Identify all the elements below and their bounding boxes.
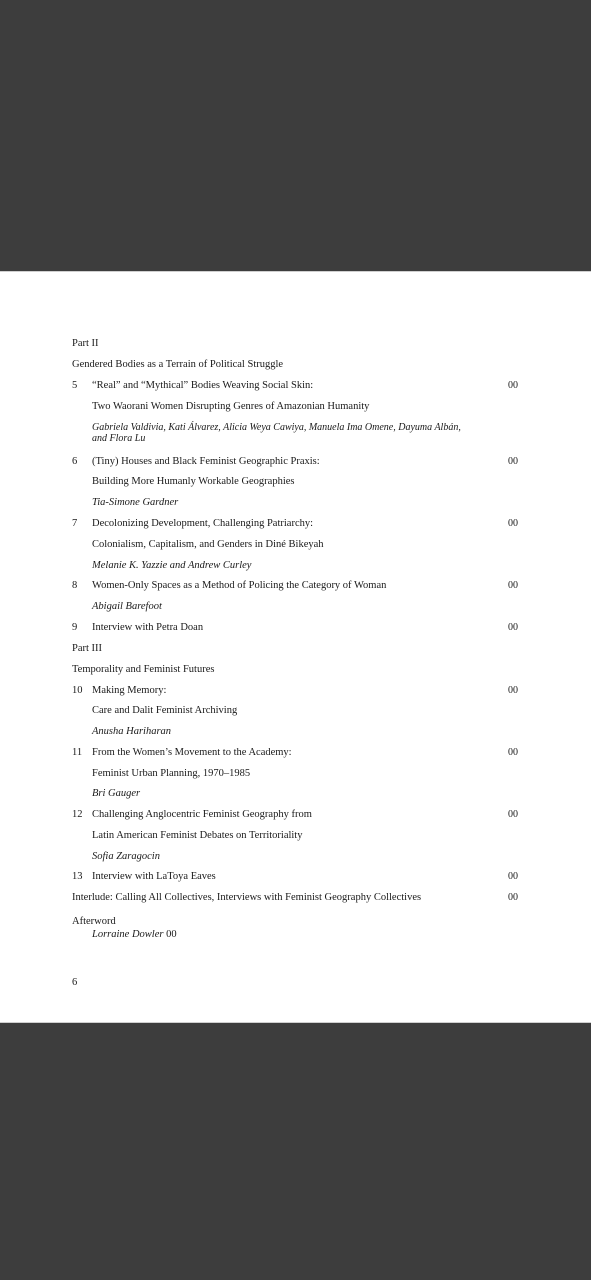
chapter-subtitle: Latin American Feminist Debates on Territoriality bbox=[92, 830, 303, 841]
chapter-title: (Tiny) Houses and Black Feminist Geographic Praxis: bbox=[92, 456, 320, 467]
afterword-authors: Lorraine Dowler bbox=[92, 929, 164, 940]
chapter-number: 11 bbox=[72, 747, 83, 758]
chapter-subtitle: Colonialism, Capitalism, and Genders in Diné Bikeyah bbox=[92, 539, 324, 550]
chapter-number: 12 bbox=[72, 809, 83, 820]
page-ref: 00 bbox=[508, 456, 518, 467]
chapter-title: Interview with Petra Doan bbox=[92, 622, 204, 633]
chapter-title: Making Memory: bbox=[92, 685, 167, 696]
chapter-title: Decolonizing Development, Challenging Patriarchy: bbox=[92, 518, 314, 529]
afterword-title: Afterword bbox=[72, 916, 116, 927]
part-label: Part II bbox=[72, 338, 99, 349]
chapter-number: 13 bbox=[72, 871, 83, 882]
chapter-subtitle: Two Waorani Women Disrupting Genres of Amazonian Humanity bbox=[92, 401, 370, 412]
page-ref: 00 bbox=[508, 685, 518, 696]
chapter-authors-continued: and Flora Lu bbox=[92, 433, 146, 444]
chapter-authors: Bri Gauger bbox=[92, 788, 141, 799]
page-ref: 00 bbox=[508, 871, 518, 882]
page-ref: 00 bbox=[166, 929, 177, 940]
page-ref: 00 bbox=[508, 622, 518, 633]
page-ref: 00 bbox=[508, 518, 518, 529]
chapter-subtitle: Feminist Urban Planning, 1970–1985 bbox=[92, 768, 251, 779]
page-ref: 00 bbox=[508, 747, 518, 758]
chapter-title: From the Women’s Movement to the Academy: bbox=[92, 747, 292, 758]
part-label: Part III bbox=[72, 643, 103, 654]
page-ref: 00 bbox=[508, 892, 518, 903]
chapter-number: 7 bbox=[72, 518, 78, 529]
part-title: Temporality and Feminist Futures bbox=[72, 664, 215, 675]
chapter-authors: Gabriela Valdivia, Kati Álvarez, Alicia Weya Cawiya, Manuela Ima Omene, Dayuma Albán, bbox=[92, 422, 461, 433]
page-ref: 00 bbox=[508, 380, 518, 391]
page-ref: 00 bbox=[508, 809, 518, 820]
chapter-authors: Anusha Hariharan bbox=[92, 726, 172, 737]
chapter-title: Challenging Anglocentric Feminist Geography from bbox=[92, 809, 312, 820]
chapter-authors: Melanie K. Yazzie and Andrew Curley bbox=[92, 560, 252, 571]
interlude-title: Interlude: Calling All Collectives, Interviews with Feminist Geography Collectives bbox=[72, 892, 422, 903]
chapter-authors: Tia-Simone Gardner bbox=[92, 497, 179, 508]
chapter-number: 10 bbox=[72, 685, 83, 696]
chapter-number: 9 bbox=[72, 622, 78, 633]
chapter-authors: Sofia Zaragocin bbox=[92, 851, 160, 862]
page-number: 6 bbox=[72, 977, 78, 988]
page-ref: 00 bbox=[508, 580, 518, 591]
afterword-byline bbox=[92, 929, 177, 941]
document-page bbox=[0, 271, 591, 1023]
chapter-title: Women-Only Spaces as a Method of Policing the Category of Woman bbox=[92, 580, 387, 591]
chapter-number: 6 bbox=[72, 456, 78, 467]
chapter-subtitle: Building More Humanly Workable Geographies bbox=[92, 476, 295, 487]
chapter-title: “Real” and “Mythical” Bodies Weaving Social Skin: bbox=[92, 380, 314, 391]
part-title: Gendered Bodies as a Terrain of Political Struggle bbox=[72, 359, 284, 370]
chapter-title: Interview with LaToya Eaves bbox=[92, 871, 216, 882]
chapter-number: 5 bbox=[72, 380, 78, 391]
chapter-number: 8 bbox=[72, 580, 78, 591]
chapter-authors: Abigail Barefoot bbox=[92, 601, 162, 612]
chapter-subtitle: Care and Dalit Feminist Archiving bbox=[92, 705, 238, 716]
